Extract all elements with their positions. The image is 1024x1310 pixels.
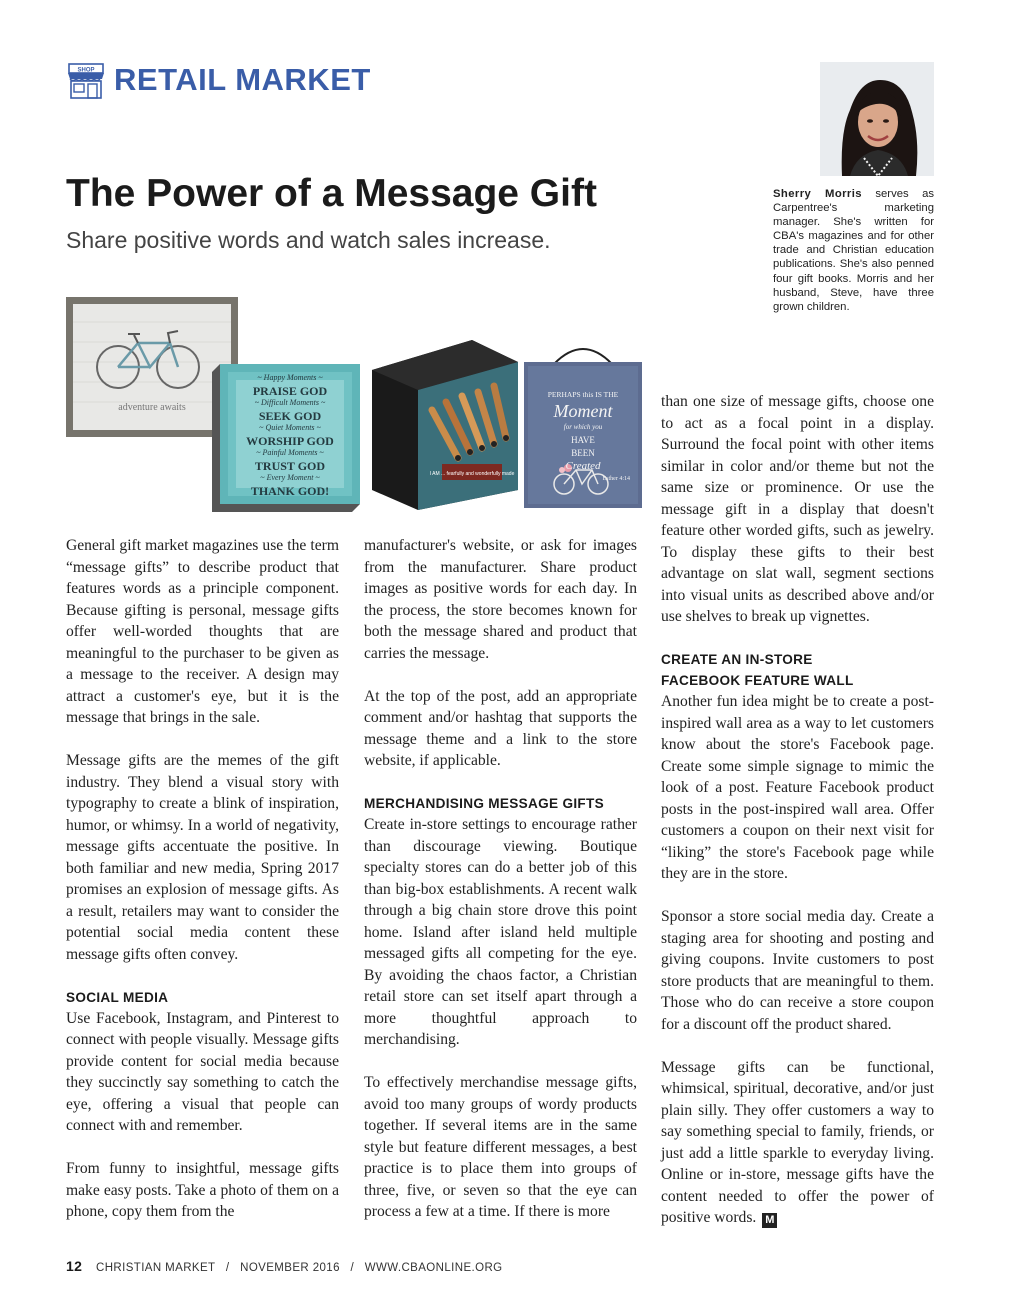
- block-line: ~ Happy Moments ~: [257, 373, 323, 382]
- heading-facebook-wall: [661, 649, 934, 691]
- shop-icon: [66, 60, 106, 100]
- body-paragraph: Create in-store settings to encourage rather than discourage viewing. Boutique specialty stores can do a better job of this than big-box establishments. A recent walk through a big chain store drove this point home. Island after island held multiple messaged gifts all competing for the eye. By avoiding the chaos factor, a Christian retail store can set itself apart through a more thoughtful approach to merchandising.: [364, 816, 637, 1048]
- bike-sign-text: adventure awaits: [118, 402, 186, 413]
- body-paragraph: To effectively merchandise message gifts, avoid too many groups of wordy products together. If several items are in the same style but feature different messages, a best practice is to place them into groups of three, five, or seven so that the eye can process a few at a time. If there is more: [364, 1074, 637, 1220]
- body-paragraph: manufacturer's website, or ask for images from the manufacturer. Share product images as positive words for each day. In the process, the store becomes known for both the message shared and product that carries the message.: [364, 537, 637, 662]
- block-line: SEEK GOD: [258, 408, 322, 423]
- pencil-box-image: [372, 340, 518, 510]
- block-line: TRUST GOD: [254, 458, 326, 473]
- sign-line: BEEN: [571, 448, 595, 458]
- article-title: The Power of a Message Gift: [66, 172, 597, 215]
- block-line: ~ Quiet Moments ~: [259, 423, 321, 432]
- block-line: WORSHIP GOD: [246, 433, 334, 448]
- praise-block-image: [212, 364, 360, 512]
- article-subtitle: Share positive words and watch sales increase.: [66, 227, 551, 253]
- heading-merchandising: MERCHANDISING MESSAGE GIFTS: [364, 796, 604, 811]
- sign-line: Created: [565, 460, 601, 472]
- author-bio: [773, 187, 934, 314]
- block-line: ~ Every Moment ~: [260, 473, 320, 482]
- section-header: [66, 60, 371, 100]
- body-paragraph: Sponsor a store social media day. Create a staging area for shooting and posting and giving coupons. Invite customers to post store products that are meaningful to them. Those who do can receive a store coupon for a discount off the product shared.: [661, 908, 934, 1033]
- article-column-1: [66, 535, 339, 1244]
- heading-facebook-line-1: CREATE AN IN-STORE: [661, 652, 813, 667]
- end-mark-icon: M: [762, 1213, 777, 1228]
- sign-line: PERHAPS this IS THE: [547, 390, 619, 399]
- body-paragraph: than one size of message gifts, choose one to act as a focal point in a display. Surround the focal point with other items similar in color and/or theme but not the same size or prominence. Or use the message gift in a display that doesn't feature other worded gifts, such as jewelry. To display these gifts to their best advantage on slat wall, segment sections into visual units as described above and/or use shelves to break up vignettes.: [661, 393, 934, 625]
- footer-separator: /: [350, 1262, 355, 1274]
- article-column-3: [661, 391, 934, 1250]
- pencil-box-text: I AM ... fearfully and wonderfully made: [429, 471, 515, 477]
- issue-date: NOVEMBER 2016: [240, 1262, 340, 1274]
- body-paragraph: Another fun idea might be to create a post-inspired wall area as a way to let customers know about the store's Facebook page. Create some simple signage to mimic the look of a post. Feature Facebook product posts in the post-inspired wall area. Offer customers a coupon on their next visit for “liking” the store's Facebook page while they are in the store.: [661, 693, 934, 882]
- block-line: PRAISE GOD: [252, 383, 328, 398]
- section-title: [114, 62, 371, 98]
- section-title-retail: RETAIL: [114, 62, 236, 97]
- praise-block-text: [220, 372, 360, 497]
- author-bio-text: serves as Carpentree's marketing manager. She's written for CBA's magazines and for other trade and Christian education publications. She's also penned four gift books. Morris and her husband, Steve, have three grown children.: [773, 188, 934, 313]
- body-paragraph: At the top of the post, add an appropriate comment and/or hashtag that supports the message theme and a link to the store website, if applicable.: [364, 687, 637, 769]
- sign-line: Moment: [553, 401, 613, 421]
- heading-facebook-line-2: FACEBOOK FEATURE WALL: [661, 673, 854, 688]
- block-line: THANK GOD!: [250, 483, 330, 498]
- body-paragraph: General gift market magazines use the term “message gifts” to describe product that features words as a principle component. Because gifting is personal, message gifts offer well-worded thoughts that are meaningful to the purchaser to be given as a message to the receiver. A design may attract a customer's eye, but it is the message that brings in the sale.: [66, 537, 339, 726]
- website-link[interactable]: WWW.CBAONLINE.ORG: [364, 1262, 503, 1274]
- body-paragraph: From funny to insightful, message gifts make easy posts. Take a photo of them on a phone, copy them from the: [66, 1160, 339, 1220]
- author-photo: [820, 62, 934, 176]
- block-line: ~ Painful Moments ~: [256, 448, 324, 457]
- body-paragraph-final: [661, 1057, 934, 1229]
- page-footer: [66, 1258, 503, 1274]
- sign-line: for which you: [563, 423, 603, 431]
- hanging-sign-image: [524, 340, 642, 508]
- body-paragraph: Message gifts are the memes of the gift industry. They blend a visual story with typography to create a blink of inspiration, humor, or whimsy. In a world of negativity, message gifts accentuate the positive. In both familiar and new media, Spring 2017 promises an explosion of message gifts. As a result, retailers may want to consider the potential social media content these message gifts often convey.: [66, 752, 339, 963]
- block-line: ~ Difficult Moments ~: [254, 398, 326, 407]
- heading-social-media: SOCIAL MEDIA: [66, 989, 169, 1005]
- shop-icon-label: SHOP: [77, 67, 95, 74]
- body-paragraph: Use Facebook, Instagram, and Pinterest to connect with people visually. Message gifts provide content for social media because they succinctly say something to catch the eye, offering a visual that people can connect with and remember.: [66, 1009, 339, 1134]
- sign-line: HAVE: [571, 435, 595, 445]
- section-title-market: MARKET: [235, 62, 371, 97]
- publication-name: CHRISTIAN MARKET: [95, 1262, 216, 1274]
- author-name: Sherry Morris: [773, 188, 862, 200]
- page-number: 12: [66, 1258, 83, 1274]
- footer-separator: /: [225, 1262, 230, 1274]
- final-paragraph-text: Message gifts can be functional, whimsical, spiritual, decorative, and/or just plain silly. They offer customers a way to say something special to family, friends, or just add a little sparkle to everyday living. Online or in-store, message gifts have the content needed to offer the power of positive words.: [661, 1058, 934, 1226]
- article-column-2: [364, 535, 637, 1244]
- sign-reference: Esther 4:14: [602, 476, 630, 482]
- hanging-sign-text: [530, 388, 636, 486]
